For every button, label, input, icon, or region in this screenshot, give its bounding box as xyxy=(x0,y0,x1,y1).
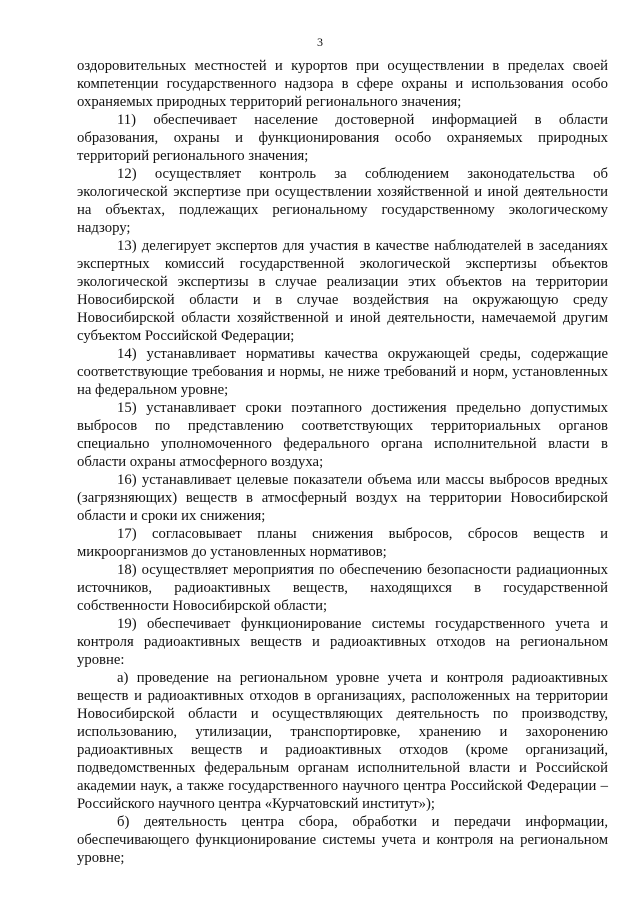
paragraph: 12) осуществляет контроль за соблюдением законодательства об экологической экспертизе при осуществлении хозяйственной и иной деятельности на объектах, подлежащих региональному государственному экологическому надзору; xyxy=(77,166,608,236)
paragraph: 19) обеспечивает функционирование системы государственного учета и контроля радиоактивных веществ и радиоактивных отходов на региональном уровне: xyxy=(77,616,608,668)
page-number: 3 xyxy=(317,35,323,49)
paragraph: 16) устанавливает целевые показатели объема или массы выбросов вредных (загрязняющих) веществ в атмосферный воздух на территории Новосибирской области и сроки их снижения; xyxy=(77,472,608,524)
document-body xyxy=(77,57,608,867)
paragraph-continuation: оздоровительных местностей и курортов при осуществлении в пределах своей компетенции государственного надзора в сфере охраны и использования особо охраняемых природных территорий регионального значения; xyxy=(77,58,608,110)
paragraph: б) деятельность центра сбора, обработки и передачи информации, обеспечивающего функционирование системы учета и контроля на региональном уровне; xyxy=(77,814,608,866)
paragraph: а) проведение на региональном уровне учета и контроля радиоактивных веществ и радиоактивных отходов в организациях, расположенных на территории Новосибирской области и осуществляющих деятельность по производству, использованию, утилизации, транспортировке, хранению и захоронению радиоактивных веществ и радиоактивных отходов (кроме организаций, подведомственных федеральным органам исполнительной власти и Российской академии наук, а также государственного научного центра Российской Федерации – Российского научного центра «Курчатовский институт»); xyxy=(77,670,608,812)
paragraph: 17) согласовывает планы снижения выбросов, сбросов веществ и микроорганизмов до установленных нормативов; xyxy=(77,526,608,560)
paragraph: 15) устанавливает сроки поэтапного достижения предельно допустимых выбросов по представлению соответствующих территориальных органов специально уполномоченного федерального органа исполнительной власти в области охраны атмосферного воздуха; xyxy=(77,400,608,470)
paragraph: 11) обеспечивает население достоверной информацией в области образования, охраны и функционирования особо охраняемых природных территорий регионального значения; xyxy=(77,112,608,164)
paragraph: 18) осуществляет мероприятия по обеспечению безопасности радиационных источников, радиоактивных веществ, находящихся в государственной собственности Новосибирской области; xyxy=(77,562,608,614)
paragraph: 14) устанавливает нормативы качества окружающей среды, содержащие соответствующие требования и нормы, не ниже требований и норм, установленных на федеральном уровне; xyxy=(77,346,608,398)
paragraph: 13) делегирует экспертов для участия в качестве наблюдателей в заседаниях экспертных комиссий государственной экологической экспертизы объектов экологической экспертизы в случае реализации этих объектов на территории Новосибирской области и в случае воздействия на окружающую среду Новосибирской области хозяйственной и иной деятельности, намечаемой другим субъектом Российской Федерации; xyxy=(77,238,608,344)
